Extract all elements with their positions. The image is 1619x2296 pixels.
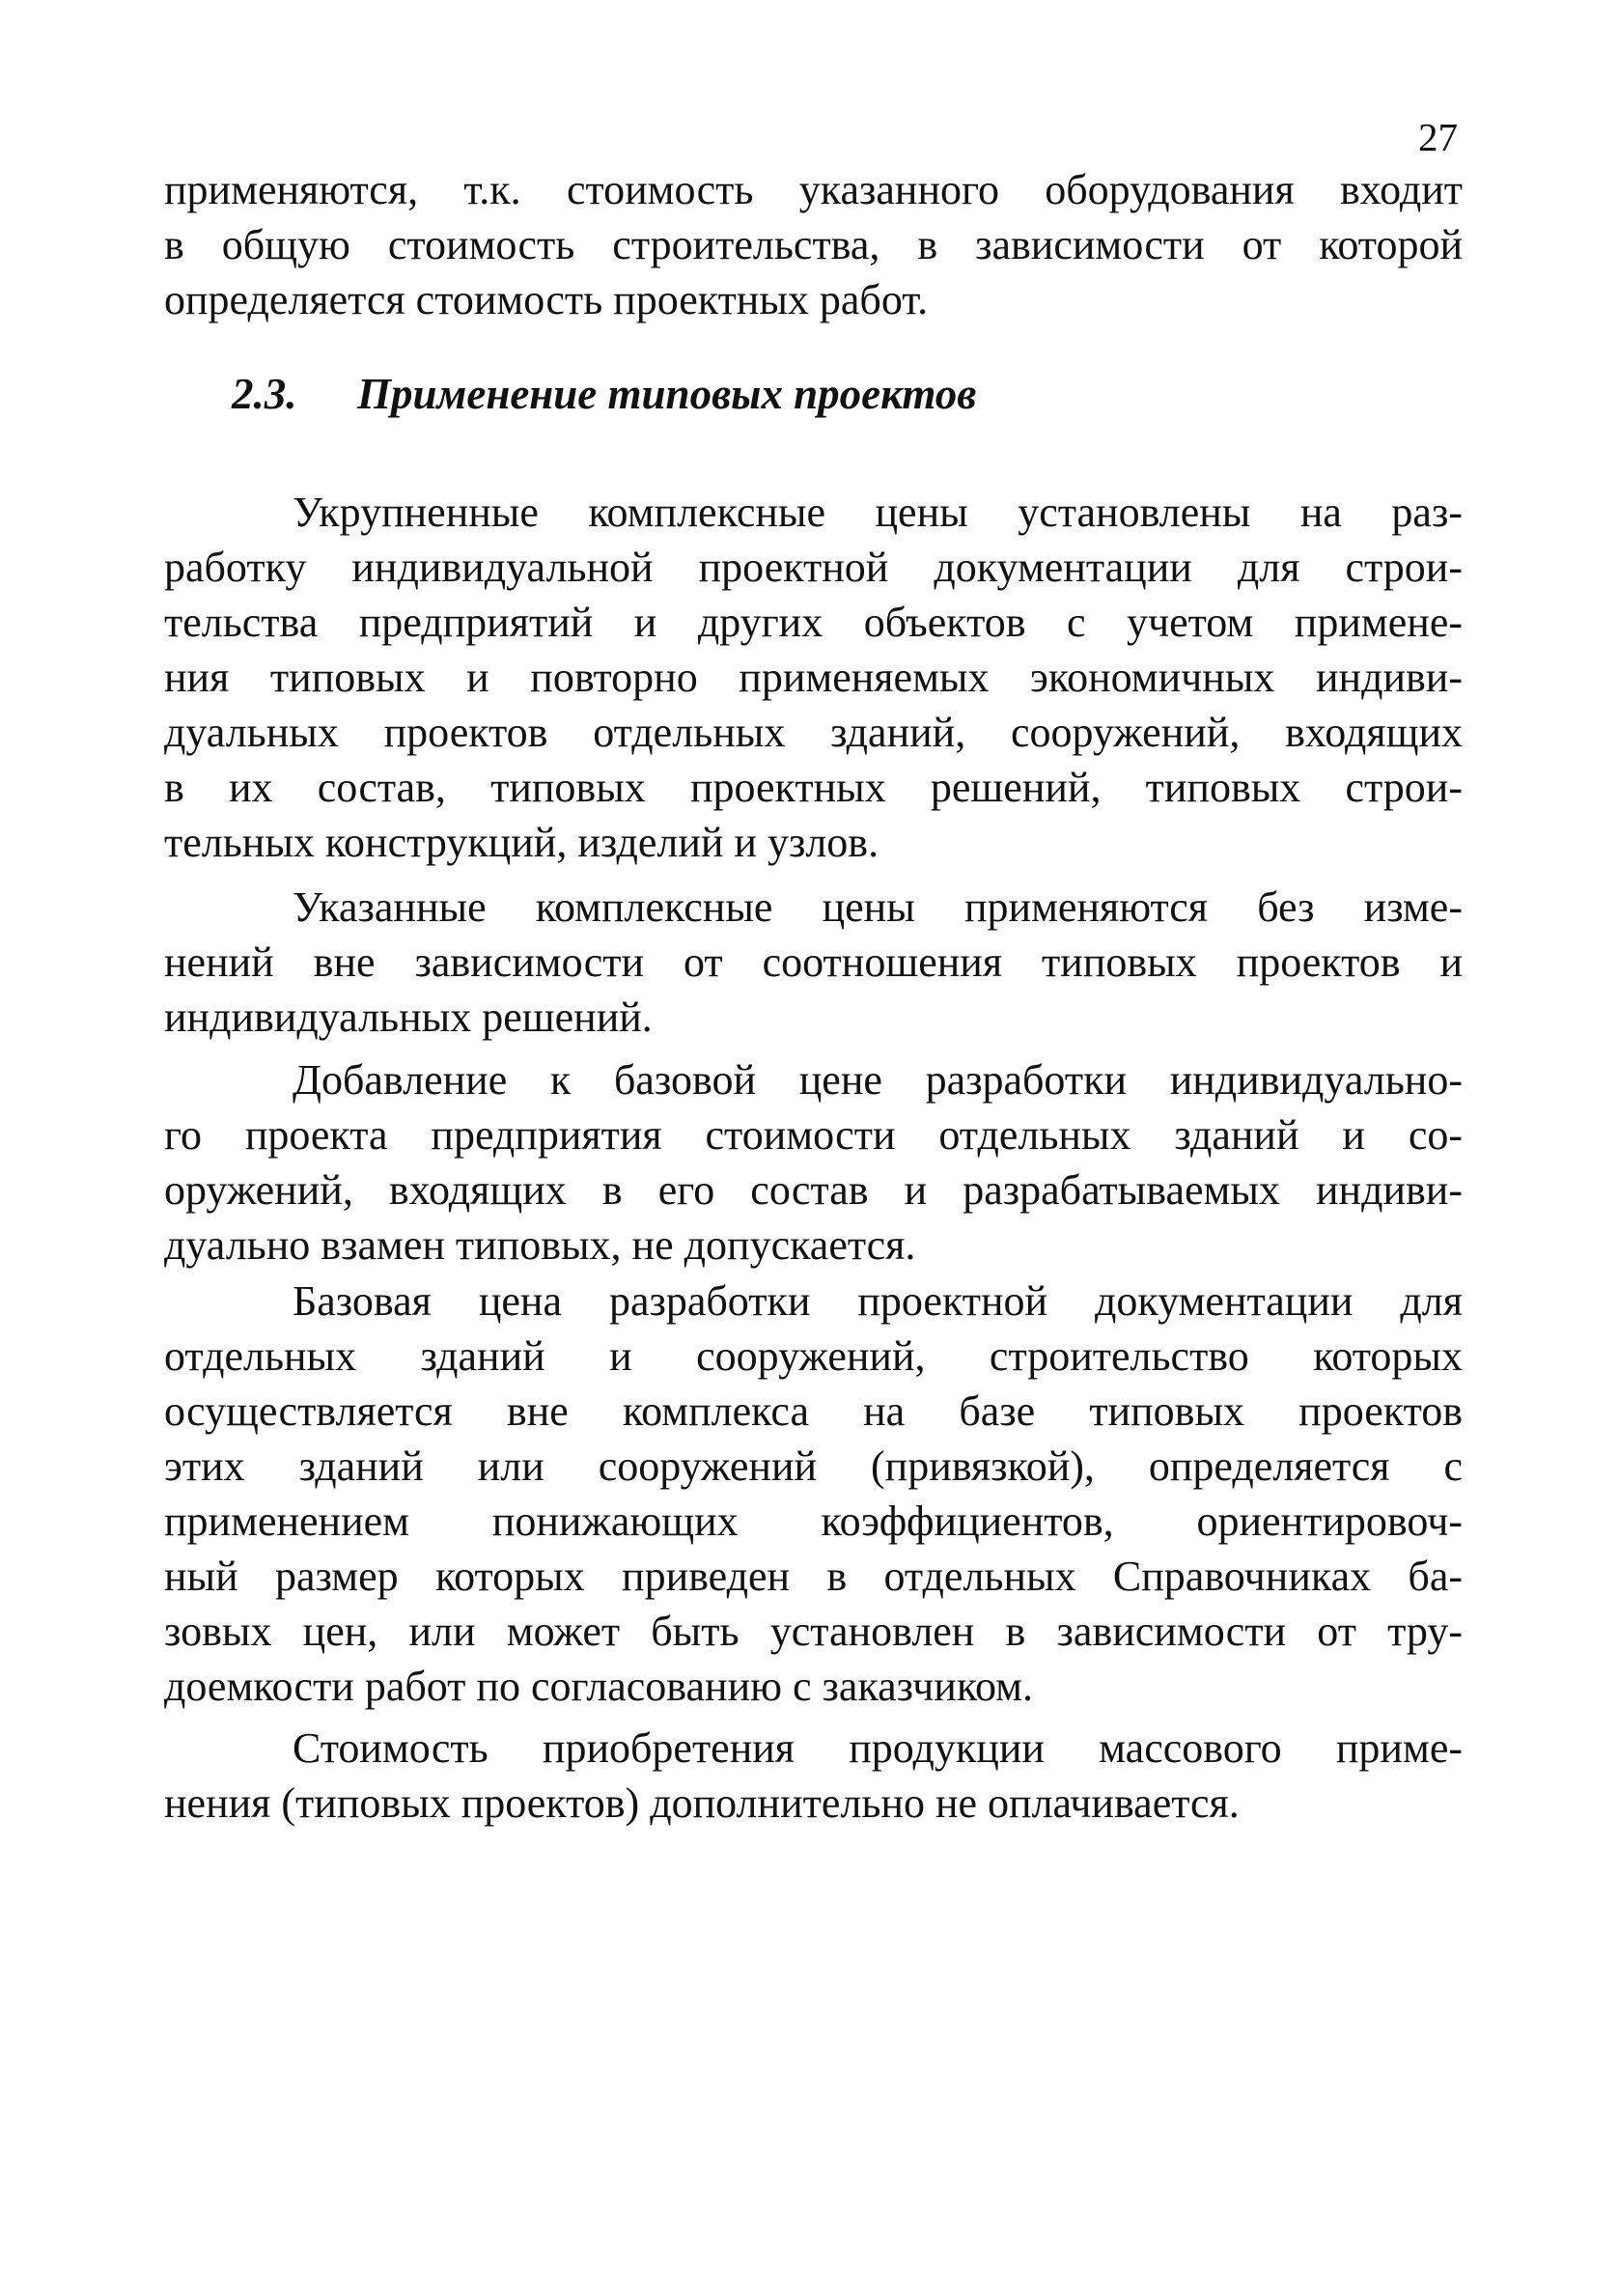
page-number: 27 <box>1418 115 1458 159</box>
text-line: ный размер которых приведен в отдельных Справочниках ба- <box>164 1553 1463 1600</box>
text-line: доемкости работ по согласованию с заказчиком. <box>164 1663 1034 1710</box>
text-line: оружений, входящих в его состав и разрабатываемых индиви- <box>164 1166 1463 1214</box>
section-title: Применение типовых проектов <box>357 370 977 418</box>
text-line: Базовая цена разработки проектной документации для <box>293 1277 1463 1325</box>
text-line: тельства предприятий и других объектов с учетом примене- <box>164 599 1463 646</box>
section-heading <box>232 365 976 423</box>
text-line: этих зданий или сооружений (привязкой), определяется с <box>164 1442 1463 1490</box>
paragraph <box>164 880 1463 1045</box>
text-line: Указанные комплексные цены применяются без изме- <box>293 883 1463 931</box>
text-line: дуально взамен типовых, не допускается. <box>164 1221 916 1269</box>
text-line: осуществляется вне комплекса на базе типовых проектов <box>164 1387 1463 1435</box>
section-number: 2.3. <box>232 370 297 418</box>
text-line: нений вне зависимости от соотношения типовых проектов и <box>164 938 1463 986</box>
text-line: нения (типовых проектов) дополнительно не оплачивается. <box>164 1779 1240 1827</box>
text-line: Добавление к базовой цене разработки индивидуально- <box>293 1056 1463 1104</box>
text-line: работку индивидуальной проектной документации для строи- <box>164 544 1463 591</box>
text-line: Укрупненные комплексные цены установлены на раз- <box>293 489 1463 536</box>
text-line: определяется стоимость проектных работ. <box>164 276 929 323</box>
paragraph <box>164 1052 1463 1273</box>
text-line: применяются, т.к. стоимость указанного оборудования входит <box>164 166 1463 213</box>
text-line: тельных конструкций, изделий и узлов. <box>164 819 879 866</box>
text-line: отдельных зданий и сооружений, строительство которых <box>164 1332 1463 1380</box>
text-line: в общую стоимость строительства, в зависимости от которой <box>164 221 1463 268</box>
text-line: ния типовых и повторно применяемых экономичных индиви- <box>164 654 1463 701</box>
text-line: зовых цен, или может быть установлен в зависимости от тру- <box>164 1608 1463 1655</box>
continuation-paragraph <box>164 162 1463 327</box>
text-line: индивидуальных решений. <box>164 994 653 1041</box>
paragraph <box>164 485 1463 870</box>
text-line: применением понижающих коэффициентов, ориентировоч- <box>164 1498 1463 1545</box>
paragraph <box>164 1721 1463 1831</box>
text-line: дуальных проектов отдельных зданий, сооружений, входящих <box>164 709 1463 756</box>
text-line: в их состав, типовых проектных решений, типовых строи- <box>164 764 1463 811</box>
text-line: Стоимость приобретения продукции массового приме- <box>293 1724 1463 1772</box>
text-line: го проекта предприятия стоимости отдельных зданий и со- <box>164 1111 1463 1159</box>
paragraph <box>164 1274 1463 1714</box>
